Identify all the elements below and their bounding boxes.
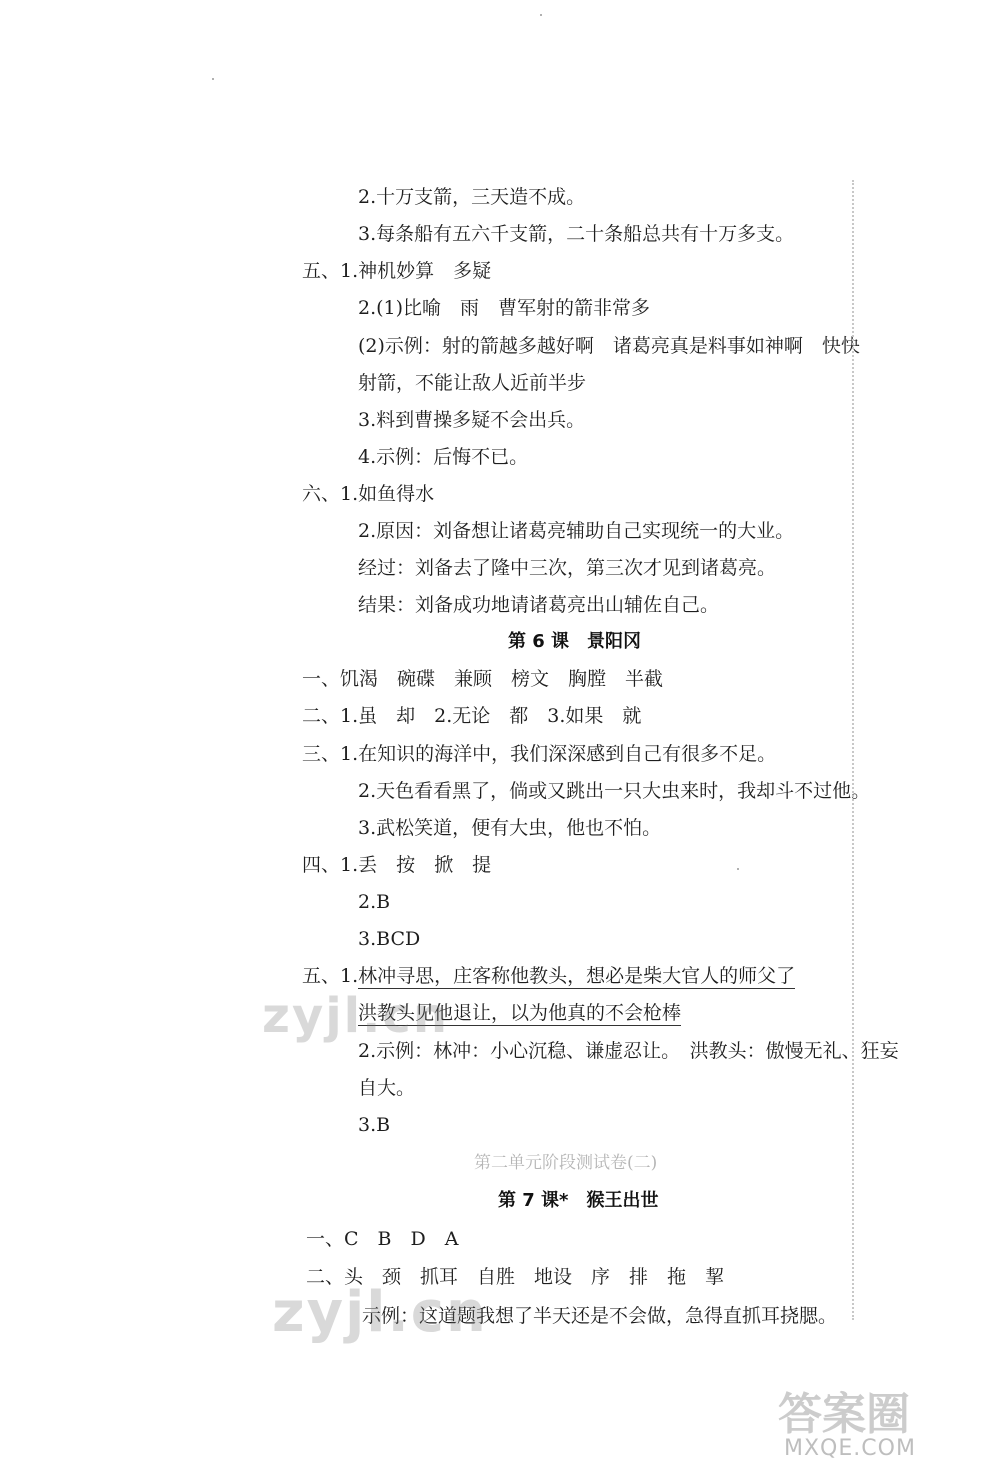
lesson-7-title: 第 7 课* 猴王出世 [498,1190,659,1211]
answer-line: 自大。 [358,1077,416,1099]
answer-line: 四、1.丢 按 掀 提 [302,854,492,876]
answer-line: 五、1.神机妙算 多疑 [302,260,492,282]
answer-line: 3.每条船有五六千支箭，二十条船总共有十万多支。 [358,223,795,245]
answer-line: 二、1.虽 却 2.无论 都 3.如果 就 [302,705,642,727]
answer-line: 2.十万支箭，三天造不成。 [358,186,586,208]
underlined-answer: 洪教头见他退让，以为他真的不会枪棒 [358,1002,682,1024]
scan-speck [737,868,739,870]
unit-test-heading: 第二单元阶段测试卷(二) [474,1153,658,1173]
answer-line: 六、1.如鱼得水 [302,483,435,505]
answer-line: 3.BCD [358,928,421,950]
answer-line: (2)示例：射的箭越多越好啊 诸葛亮真是料事如神啊 快快 [358,335,860,357]
answer-line: 2.B [358,891,391,913]
answer-line: 3.B [358,1114,391,1136]
answer-line: 4.示例：后悔不已。 [358,446,529,468]
answer-line: 3.料到曹操多疑不会出兵。 [358,409,586,431]
lesson-6-title: 第 6 课 景阳冈 [508,631,642,652]
answer-line: 一、C B D A [306,1228,459,1250]
answer-line: 2.天色看看黑了，倘或又跳出一只大虫来时，我却斗不过他。 [358,780,871,802]
answer-line: 射箭，不能让敌人近前半步 [358,372,587,394]
watermark-site: MXQE.COM [784,1436,916,1461]
watermark-text: zyjl.cn [272,1280,488,1345]
watermark-text: zyjl.cn [262,988,449,1044]
watermark-logo-glyphs: 答案圈 [778,1389,910,1440]
answer-line: 结果：刘备成功地请诸葛亮出山辅佐自己。 [358,594,720,616]
underlined-answer: 林冲寻思，庄客称他教头，想必是柴大官人的师父了 [358,965,796,987]
answer-line: 示例：这道题我想了半天还是不会做，急得直抓耳挠腮。 [362,1305,838,1327]
answer-line: 二、头 颈 抓耳 自胜 地设 序 排 拖 挈 [306,1266,725,1288]
answer-line: 2.示例：林冲：小心沉稳、谦虚忍让。 洪教头：傲慢无礼、狂妄 [358,1040,899,1062]
question-number: 五、1. [302,965,359,987]
answer-line: 3.武松笑道，便有大虫，他也不怕。 [358,817,662,839]
answer-line: 2.(1)比喻 雨 曹军射的箭非常多 [358,297,651,319]
watermark-logo [778,1378,978,1468]
margin-dotted-line [852,180,854,1320]
answer-line [302,963,795,989]
scan-speck [212,78,214,80]
answer-line: 2.原因：刘备想让诸葛亮辅助自己实现统一的大业。 [358,520,795,542]
answer-line: 三、1.在知识的海洋中，我们深深感到自己有很多不足。 [302,743,777,765]
answer-line: 经过：刘备去了隆中三次，第三次才见到诸葛亮。 [358,557,777,579]
scan-speck [540,14,542,16]
answer-line: 一、饥渴 碗碟 兼顾 榜文 胸膛 半截 [302,668,664,690]
